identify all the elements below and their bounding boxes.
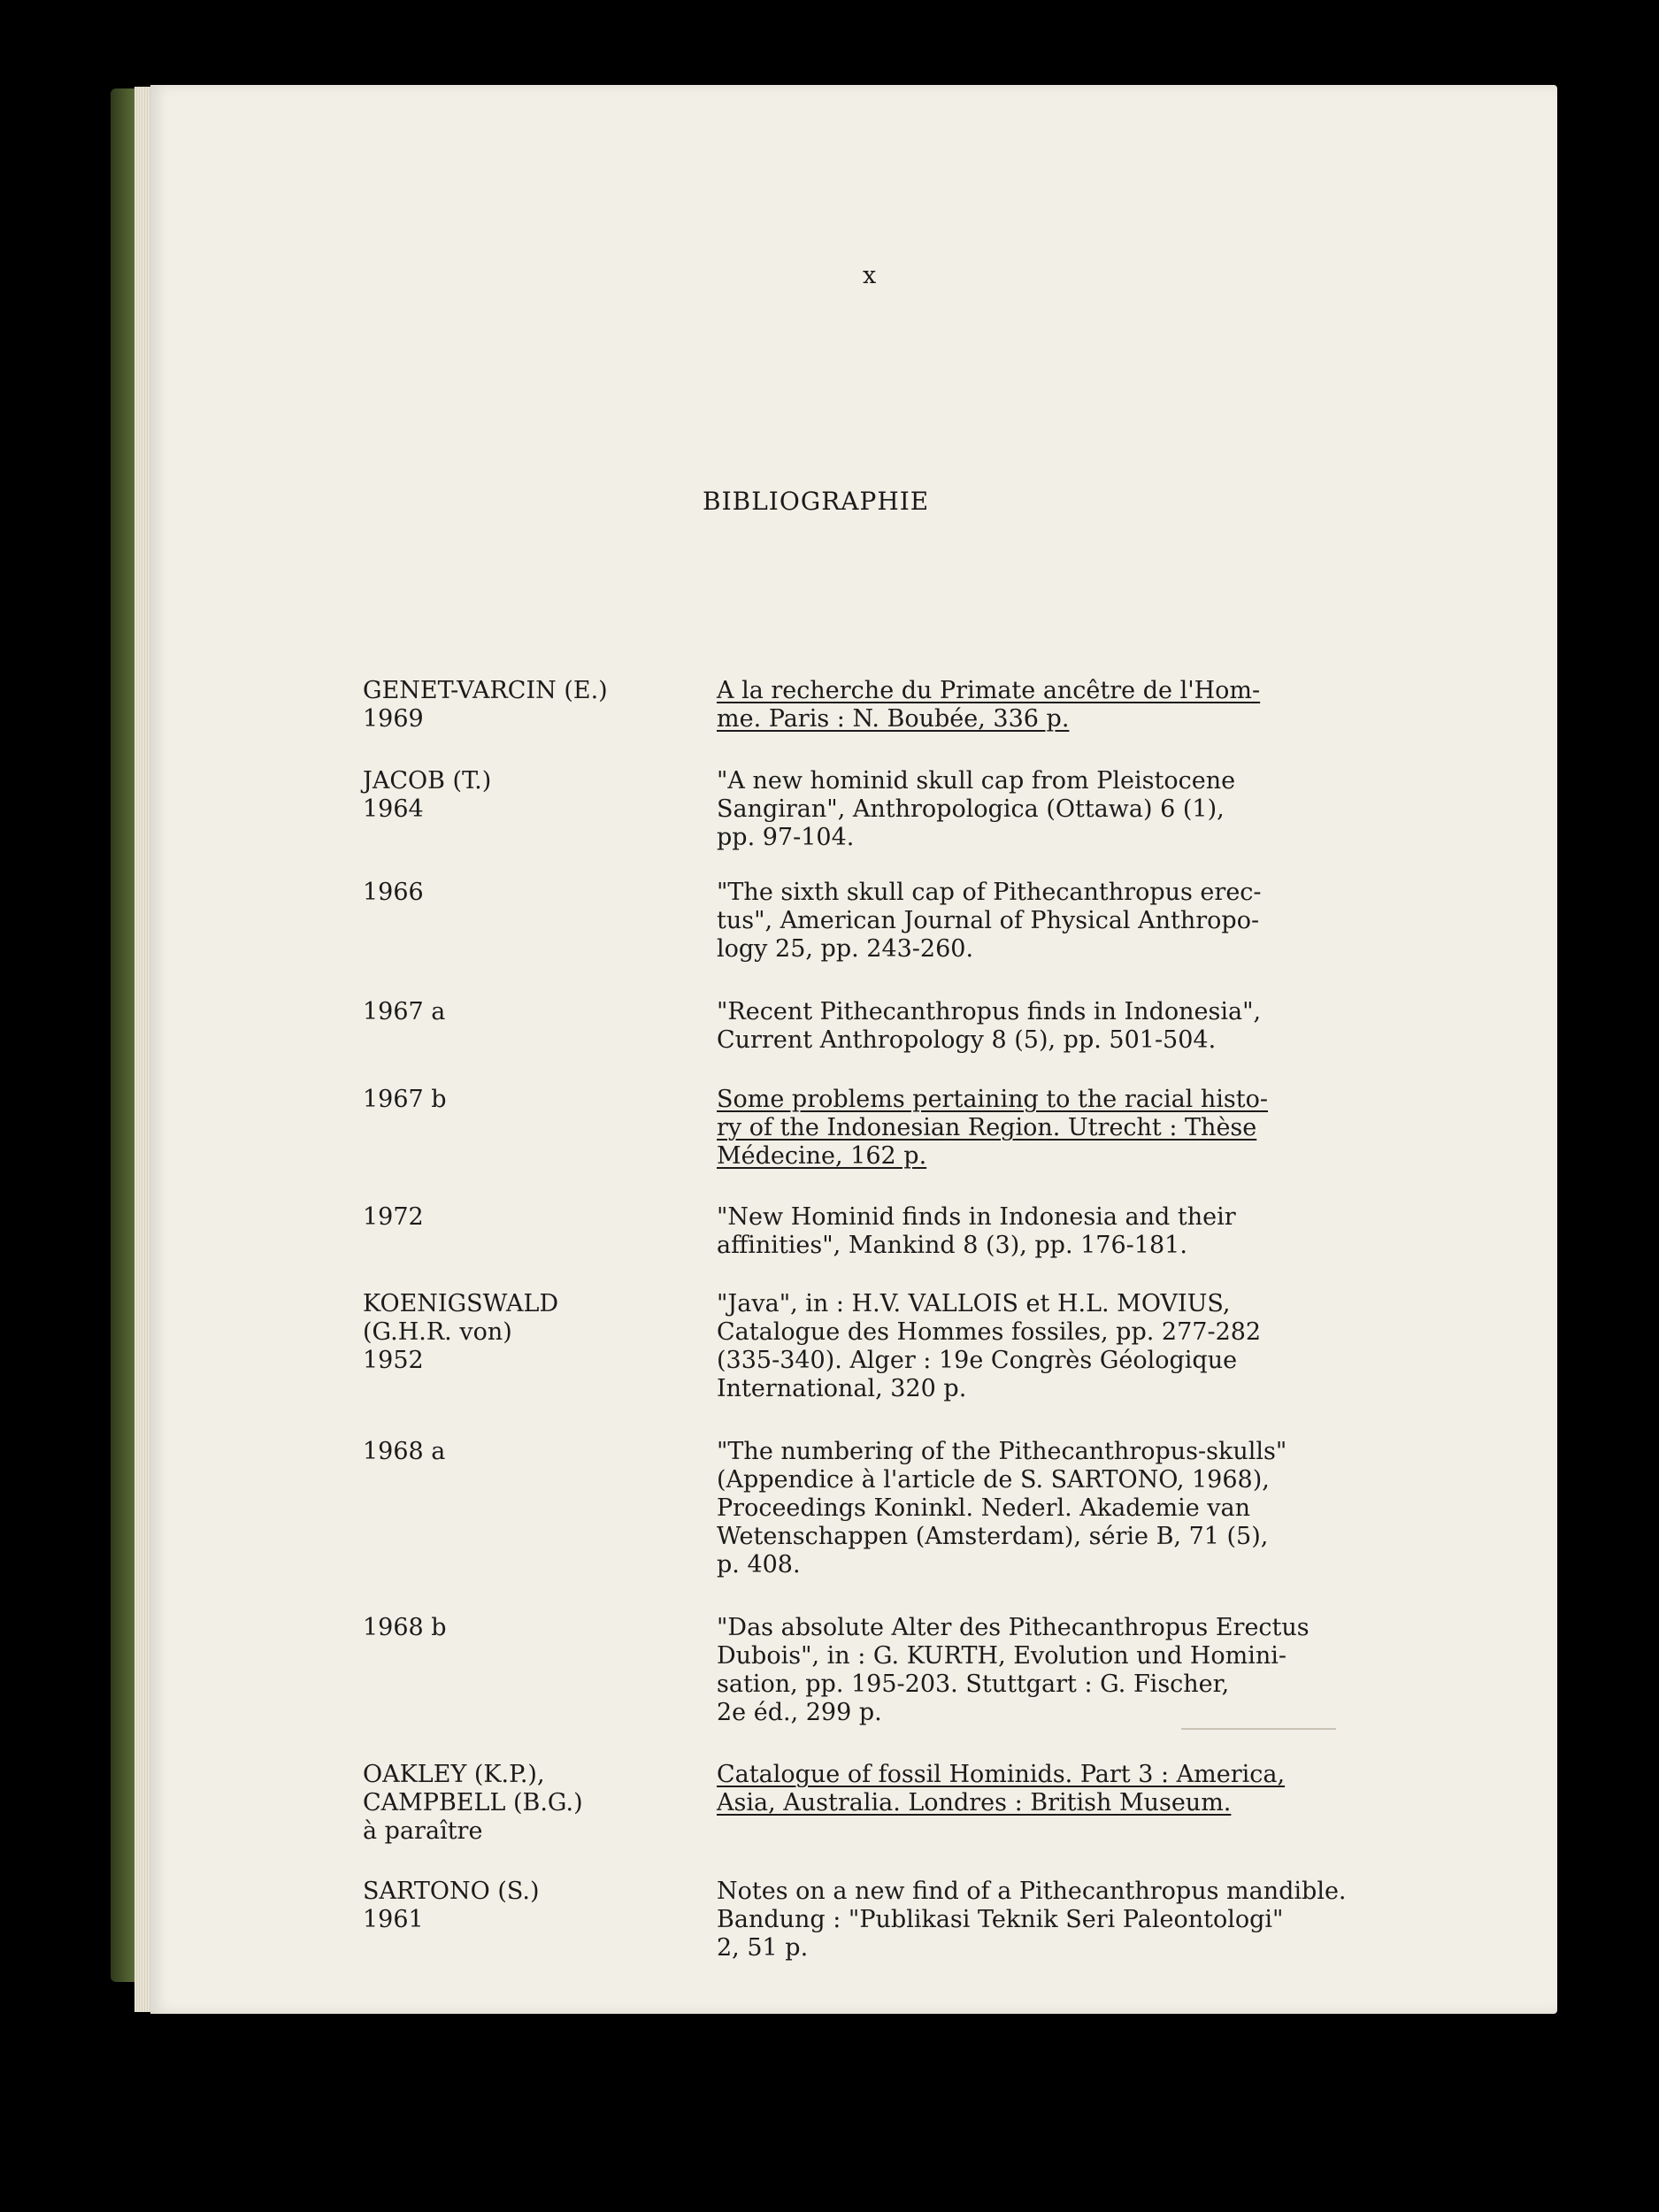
- entry-author: JACOB (T.) 1964: [363, 767, 492, 823]
- entry-author: 1972: [363, 1203, 424, 1231]
- page-title: BIBLIOGRAPHIE: [703, 487, 930, 516]
- entry-text: Notes on a new find of a Pithecanthropus mandible. Bandung : "Publikasi Teknik Seri Paleontologi" 2, 51 p.: [717, 1878, 1347, 1962]
- entry-author: 1968 b: [363, 1614, 447, 1641]
- page-number: x: [863, 262, 878, 289]
- entry-text: "Java", in : H.V. VALLOIS et H.L. MOVIUS, Catalogue des Hommes fossiles, pp. 277-282 (335-340). Alger : 19e Congrès Géologique International, 320 p.: [717, 1290, 1262, 1402]
- entry-text: "A new hominid skull cap from Pleistocene Sangiran", Anthropologica (Ottawa) 6 (1), pp. 97-104.: [717, 767, 1236, 851]
- entry-text: "The sixth skull cap of Pithecanthropus erec- tus", American Journal of Physical Anthropo- logy 25, pp. 243-260.: [717, 879, 1262, 963]
- entry-text: "Recent Pithecanthropus finds in Indonesia", Current Anthropology 8 (5), pp. 501-504.: [717, 998, 1262, 1054]
- entry-author: 1967 b: [363, 1086, 447, 1113]
- entry-author: GENET-VARCIN (E.) 1969: [363, 677, 608, 733]
- entry-text: A la recherche du Primate ancêtre de l'Hom- me. Paris : N. Boubée, 336 p.: [717, 677, 1261, 733]
- entry-text: Catalogue of fossil Hominids. Part 3 : America, Asia, Australia. Londres : British Museum.: [717, 1761, 1286, 1816]
- entry-author: 1968 a: [363, 1438, 446, 1465]
- entry-author: KOENIGSWALD (G.H.R. von) 1952: [363, 1290, 559, 1374]
- entry-author: OAKLEY (K.P.), CAMPBELL (B.G.) à paraître: [363, 1761, 583, 1845]
- entry-author: 1966: [363, 879, 424, 906]
- entry-text: "Das absolute Alter des Pithecanthropus Erectus Dubois", in : G. KURTH, Evolution und Homini- sation, pp. 195-203. Stuttgart : G. Fischer, 2e éd., 299 p.: [717, 1614, 1310, 1726]
- ghost-separator-line: [1181, 1728, 1336, 1730]
- entry-text: "The numbering of the Pithecanthropus-skulls" (Appendice à l'article de S. SARTONO, 1968), Proceedings Koninkl. Nederl. Akademie van Wetenschappen (Amsterdam), série B, 71 (5), p. 408.: [717, 1438, 1287, 1578]
- entry-text: Some problems pertaining to the racial histo- ry of the Indonesian Region. Utrecht : Thèse Médecine, 162 p.: [717, 1086, 1269, 1170]
- entry-text: "New Hominid finds in Indonesia and their affinities", Mankind 8 (3), pp. 176-181.: [717, 1203, 1236, 1259]
- entry-author: SARTONO (S.) 1961: [363, 1878, 540, 1933]
- entry-author: 1967 a: [363, 998, 446, 1025]
